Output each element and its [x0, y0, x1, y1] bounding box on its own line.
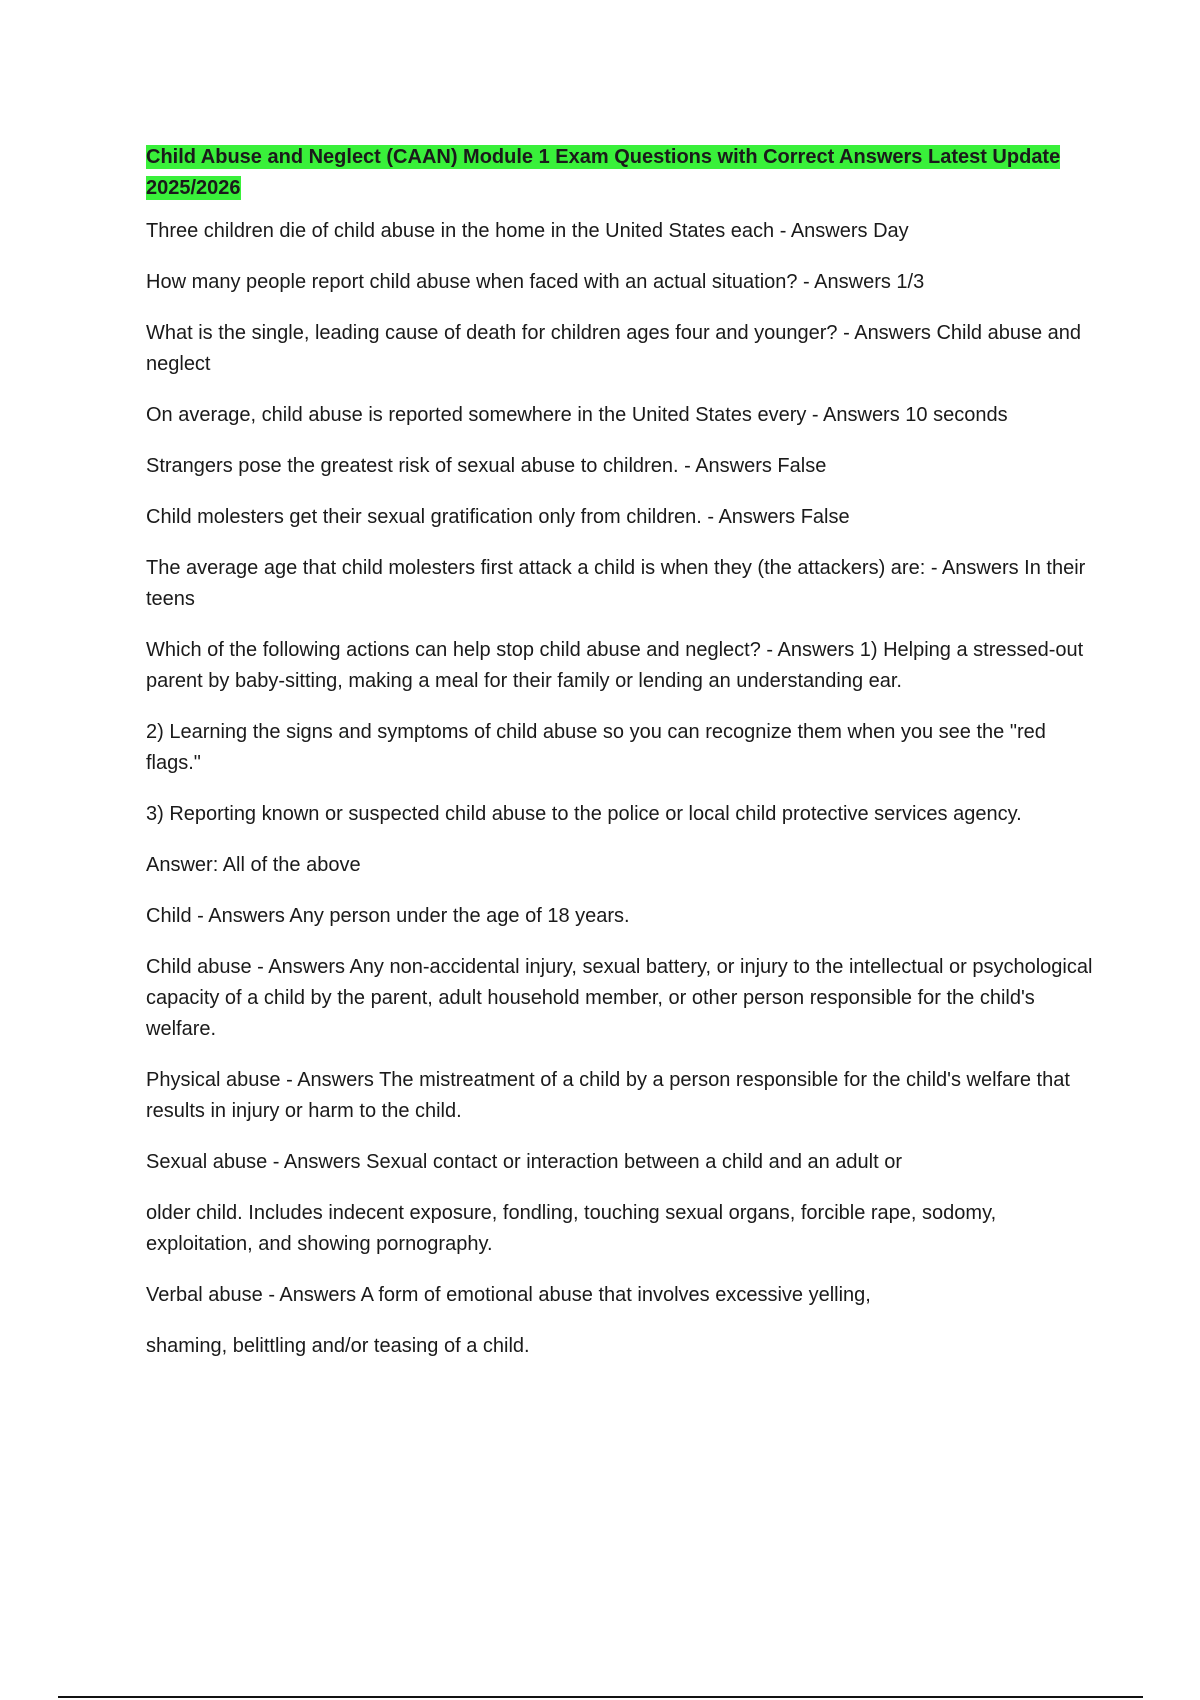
qa-paragraph-7: The average age that child molesters first attack a child is when they (the attackers) are: - Answers In their teens — [146, 557, 1086, 610]
qa-paragraph-1: Three children die of child abuse in the home in the United States each - Answers Day — [146, 220, 909, 242]
qa-paragraph-5: Strangers pose the greatest risk of sexual abuse to children. - Answers False — [146, 455, 827, 477]
qa-paragraph-12: Child - Answers Any person under the age of 18 years. — [146, 905, 630, 927]
qa-paragraph-16: older child. Includes indecent exposure, fondling, touching sexual organs, forcible rape, sodomy, exploitation, and showing pornography. — [146, 1202, 997, 1255]
qa-paragraph-18: shaming, belittling and/or teasing of a child. — [146, 1335, 530, 1357]
qa-paragraph-11: Answer: All of the above — [146, 854, 361, 876]
page-bottom-rule — [58, 1696, 1143, 1698]
qa-paragraph-4: On average, child abuse is reported somewhere in the United States every - Answers 10 seconds — [146, 404, 1008, 426]
qa-paragraph-3: What is the single, leading cause of death for children ages four and younger? - Answers Child abuse and neglect — [146, 322, 1082, 375]
qa-paragraph-6: Child molesters get their sexual gratification only from children. - Answers False — [146, 506, 850, 528]
document-page — [146, 142, 1096, 1382]
qa-paragraph-13: Child abuse - Answers Any non-accidental injury, sexual battery, or injury to the intellectual or psychological capacity of a child by the parent, adult household member, or other person responsible for the child's welfare. — [146, 956, 1093, 1040]
qa-paragraph-15: Sexual abuse - Answers Sexual contact or interaction between a child and an adult or — [146, 1151, 903, 1173]
qa-paragraph-2: How many people report child abuse when faced with an actual situation? - Answers 1/3 — [146, 271, 925, 293]
qa-paragraph-14: Physical abuse - Answers The mistreatment of a child by a person responsible for the child's welfare that results in injury or harm to the child. — [146, 1069, 1070, 1122]
qa-paragraph-9: 2) Learning the signs and symptoms of child abuse so you can recognize them when you see the "red flags." — [146, 721, 1046, 774]
qa-paragraph-8: Which of the following actions can help stop child abuse and neglect? - Answers 1) Helping a stressed-out parent by baby-sitting, making a meal for their family or lending an understanding ear. — [146, 639, 1084, 692]
document-title — [146, 142, 1096, 204]
document-title-text: Child Abuse and Neglect (CAAN) Module 1 Exam Questions with Correct Answers Latest Update 2025/2026 — [146, 146, 1061, 199]
qa-paragraph-17: Verbal abuse - Answers A form of emotional abuse that involves excessive yelling, — [146, 1284, 871, 1306]
qa-paragraph-10: 3) Reporting known or suspected child abuse to the police or local child protective services agency. — [146, 803, 1022, 825]
